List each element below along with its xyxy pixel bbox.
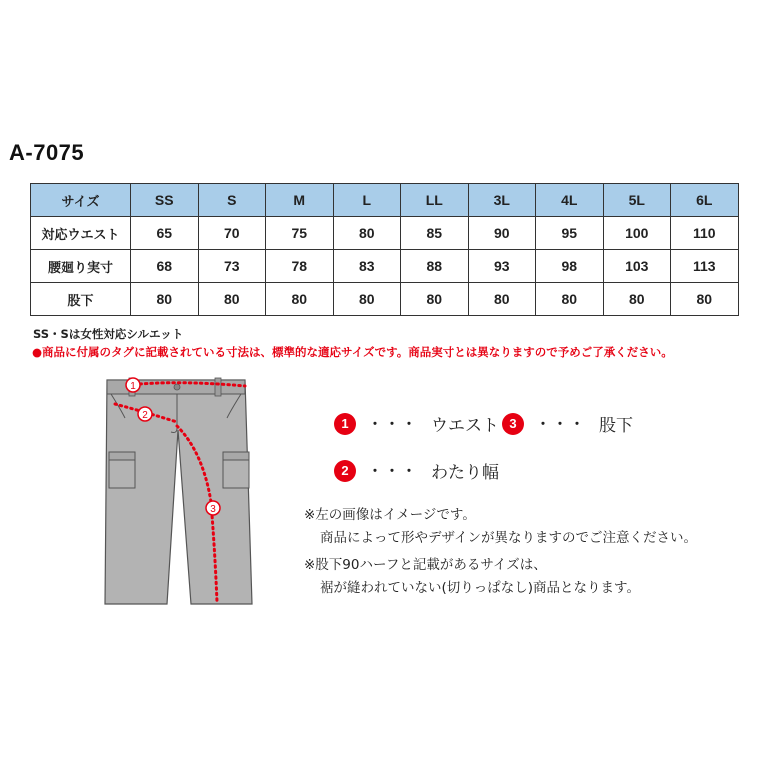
- table-cell: 80: [131, 283, 199, 316]
- table-cell: 83: [333, 250, 401, 283]
- row-label: 腰廻り実寸: [31, 250, 131, 283]
- table-cell: 80: [671, 283, 739, 316]
- table-cell: 103: [603, 250, 671, 283]
- table-cell: 110: [671, 217, 739, 250]
- table-cell: 68: [131, 250, 199, 283]
- belt-loop: [215, 378, 221, 396]
- table-cell: 80: [266, 283, 334, 316]
- marker-3: [206, 501, 220, 515]
- table-header-cell: 4L: [536, 184, 604, 217]
- caption-design-note: 商品によって形やデザインが異なりますのでご注意ください。: [320, 530, 698, 546]
- svg-text:1: 1: [130, 381, 136, 392]
- table-cell: 70: [198, 217, 266, 250]
- pants-diagram: [95, 372, 265, 612]
- table-header-cell: SS: [131, 184, 199, 217]
- table-row: [31, 283, 739, 316]
- legend-thigh: [334, 458, 499, 483]
- cargo-pocket-flap: [223, 452, 249, 460]
- table-header-cell: LL: [401, 184, 469, 217]
- svg-text:2: 2: [142, 410, 148, 421]
- cargo-pocket-flap: [109, 452, 135, 460]
- table-cell: 93: [468, 250, 536, 283]
- size-warning-note: ●商品に付属のタグに記載されている寸法は、標準的な適応サイズです。商品実寸とは異なりますので予めご了承ください。: [32, 345, 673, 359]
- table-cell: 80: [198, 283, 266, 316]
- table-cell: 95: [536, 217, 604, 250]
- caption-hem-note: 裾が縫われていない(切りっぱなし)商品となります。: [320, 580, 640, 596]
- legend-waist: [334, 411, 499, 436]
- table-cell: 75: [266, 217, 334, 250]
- marker-1: [126, 378, 140, 392]
- svg-text:3: 3: [210, 504, 216, 515]
- table-row: [31, 250, 739, 283]
- legend-dots: ・・・: [536, 416, 587, 433]
- table-row: [31, 217, 739, 250]
- size-table: [30, 183, 739, 316]
- table-cell: 90: [468, 217, 536, 250]
- table-cell: 113: [671, 250, 739, 283]
- caption-half-note: ※股下90ハーフと記載があるサイズは、: [304, 557, 547, 573]
- table-header-cell: 5L: [603, 184, 671, 217]
- legend-label-thigh: わたり幅: [431, 463, 499, 483]
- table-cell: 88: [401, 250, 469, 283]
- table-cell: 80: [536, 283, 604, 316]
- table-header-cell: M: [266, 184, 334, 217]
- table-cell: 80: [603, 283, 671, 316]
- row-label: 股下: [31, 283, 131, 316]
- table-cell: 80: [333, 217, 401, 250]
- button-icon: [174, 384, 180, 390]
- table-cell: 78: [266, 250, 334, 283]
- legend-badge-2: 2: [334, 460, 356, 482]
- legend-badge-1: 1: [334, 413, 356, 435]
- marker-2: [138, 407, 152, 421]
- table-header-cell: 3L: [468, 184, 536, 217]
- table-header-cell: S: [198, 184, 266, 217]
- legend-dots: ・・・: [368, 463, 419, 480]
- silhouette-note: SS・Sは女性対応シルエット: [33, 327, 184, 341]
- table-cell: 98: [536, 250, 604, 283]
- table-cell: 100: [603, 217, 671, 250]
- table-cell: 73: [198, 250, 266, 283]
- table-cell: 80: [401, 283, 469, 316]
- table-cell: 80: [333, 283, 401, 316]
- legend-dots: ・・・: [368, 416, 419, 433]
- legend-label-waist: ウエスト: [431, 416, 499, 436]
- legend-inseam: [502, 411, 633, 436]
- legend-label-inseam: 股下: [599, 416, 633, 436]
- table-cell: 65: [131, 217, 199, 250]
- pants-silhouette: [105, 380, 252, 604]
- table-header-cell: サイズ: [31, 184, 131, 217]
- table-cell: 85: [401, 217, 469, 250]
- caption-image-note: ※左の画像はイメージです。: [304, 507, 476, 523]
- table-header-row: [31, 184, 739, 217]
- table-header-cell: L: [333, 184, 401, 217]
- model-number: A-7075: [9, 140, 85, 165]
- legend-badge-3: 3: [502, 413, 524, 435]
- table-header-cell: 6L: [671, 184, 739, 217]
- row-label: 対応ウエスト: [31, 217, 131, 250]
- table-cell: 80: [468, 283, 536, 316]
